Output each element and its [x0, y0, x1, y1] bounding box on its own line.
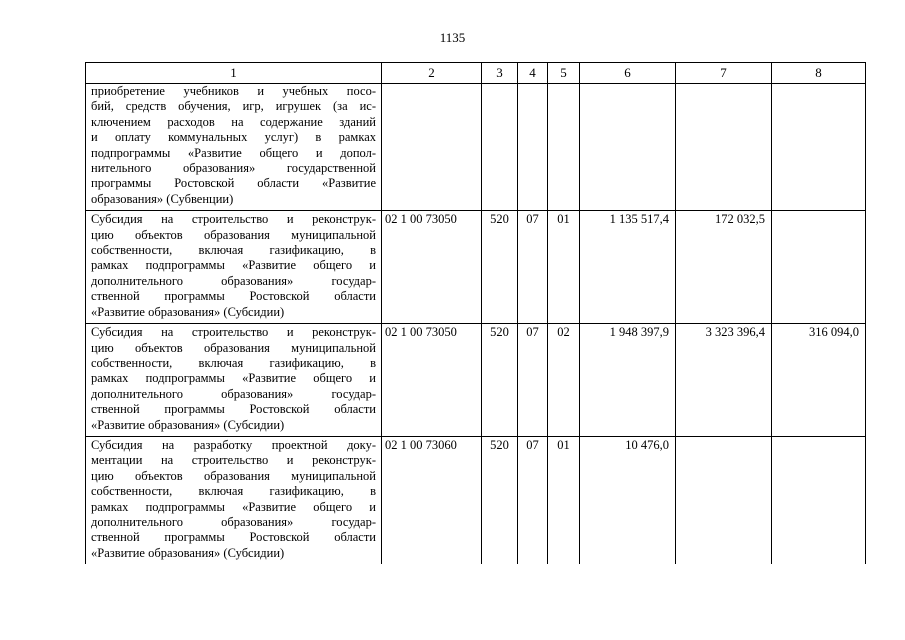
row-subsection: 01 — [548, 436, 580, 564]
row-code: 02 1 00 73050 — [382, 324, 482, 437]
description-line: рамках подпрограммы «Развитие общего и — [91, 371, 376, 386]
description-line: Субсидия на разработку проектной доку- — [91, 437, 376, 452]
row-amount-col8 — [772, 436, 866, 564]
description-line: рамках подпрограммы «Развитие общего и — [91, 258, 376, 273]
row-amount-col6: 1 948 397,9 — [580, 324, 676, 437]
row-description — [86, 211, 382, 324]
description-line: программы Ростовской области «Развитие — [91, 176, 376, 191]
row-amount-col8: 316 094,0 — [772, 324, 866, 437]
row-code — [382, 84, 482, 211]
row-code: 02 1 00 73050 — [382, 211, 482, 324]
description-line: и оплату коммунальных услуг) в рамках — [91, 130, 376, 145]
description-line: ственной программы Ростовской области — [91, 289, 376, 304]
row-amount-col8 — [772, 211, 866, 324]
budget-table — [85, 62, 866, 564]
row-expense-type: 520 — [482, 324, 518, 437]
description-line: «Развитие образования» (Субсидии) — [91, 417, 285, 432]
column-header: 7 — [676, 63, 772, 84]
row-amount-col6: 1 135 517,4 — [580, 211, 676, 324]
description-line: Субсидия на строительство и реконструк- — [91, 325, 376, 340]
row-subsection: 02 — [548, 324, 580, 437]
description-line: собственности, включая газификацию, в — [91, 355, 376, 370]
description-line: Субсидия на строительство и реконструк- — [91, 212, 376, 227]
row-section: 07 — [518, 324, 548, 437]
description-line: собственности, включая газификацию, в — [91, 243, 376, 258]
row-amount-col6 — [580, 84, 676, 211]
row-description — [86, 84, 382, 211]
table-row — [86, 211, 866, 324]
page-number: 1135 — [439, 30, 466, 45]
description-line: цию объектов образования муниципальной — [91, 340, 376, 355]
description-line: цию объектов образования муниципальной — [91, 227, 376, 242]
description-line: приобретение учебников и учебных посо- — [91, 84, 376, 98]
column-header: 4 — [518, 63, 548, 84]
description-line: «Развитие образования» (Субсидии) — [91, 545, 285, 560]
row-section — [518, 84, 548, 211]
row-amount-col6: 10 476,0 — [580, 436, 676, 564]
column-header: 1 — [86, 63, 382, 84]
row-section: 07 — [518, 436, 548, 564]
row-amount-col8 — [772, 84, 866, 211]
description-line: нительного образования» государственной — [91, 161, 376, 176]
table-row — [86, 436, 866, 564]
description-line: цию объектов образования муниципальной — [91, 468, 376, 483]
description-line: дополнительного образования» государ- — [91, 386, 376, 401]
description-line: «Развитие образования» (Субсидии) — [91, 304, 285, 319]
column-header: 3 — [482, 63, 518, 84]
row-amount-col7 — [676, 84, 772, 211]
row-expense-type: 520 — [482, 211, 518, 324]
column-header: 8 — [772, 63, 866, 84]
column-header: 5 — [548, 63, 580, 84]
description-line: ключением расходов на содержание зданий — [91, 114, 376, 129]
description-line: ственной программы Ростовской области — [91, 530, 376, 545]
row-amount-col7: 172 032,5 — [676, 211, 772, 324]
row-expense-type: 520 — [482, 436, 518, 564]
description-line: дополнительного образования» государ- — [91, 514, 376, 529]
description-line: подпрограммы «Развитие общего и допол- — [91, 145, 376, 160]
row-expense-type — [482, 84, 518, 211]
row-amount-col7: 3 323 396,4 — [676, 324, 772, 437]
description-line: дополнительного образования» государ- — [91, 273, 376, 288]
table-row — [86, 84, 866, 211]
description-line: рамках подпрограммы «Развитие общего и — [91, 499, 376, 514]
description-line: собственности, включая газификацию, в — [91, 484, 376, 499]
description-line: образования» (Субвенции) — [91, 191, 234, 206]
row-code: 02 1 00 73060 — [382, 436, 482, 564]
row-description — [86, 436, 382, 564]
table-header-row — [86, 63, 866, 84]
description-line: ментации на строительство и реконструк- — [91, 453, 376, 468]
description-line: ственной программы Ростовской области — [91, 402, 376, 417]
table-row — [86, 324, 866, 437]
column-header: 2 — [382, 63, 482, 84]
row-description — [86, 324, 382, 437]
row-subsection — [548, 84, 580, 211]
column-header: 6 — [580, 63, 676, 84]
row-section: 07 — [518, 211, 548, 324]
row-subsection: 01 — [548, 211, 580, 324]
description-line: бий, средств обучения, игр, игрушек (за ис- — [91, 99, 376, 114]
row-amount-col7 — [676, 436, 772, 564]
